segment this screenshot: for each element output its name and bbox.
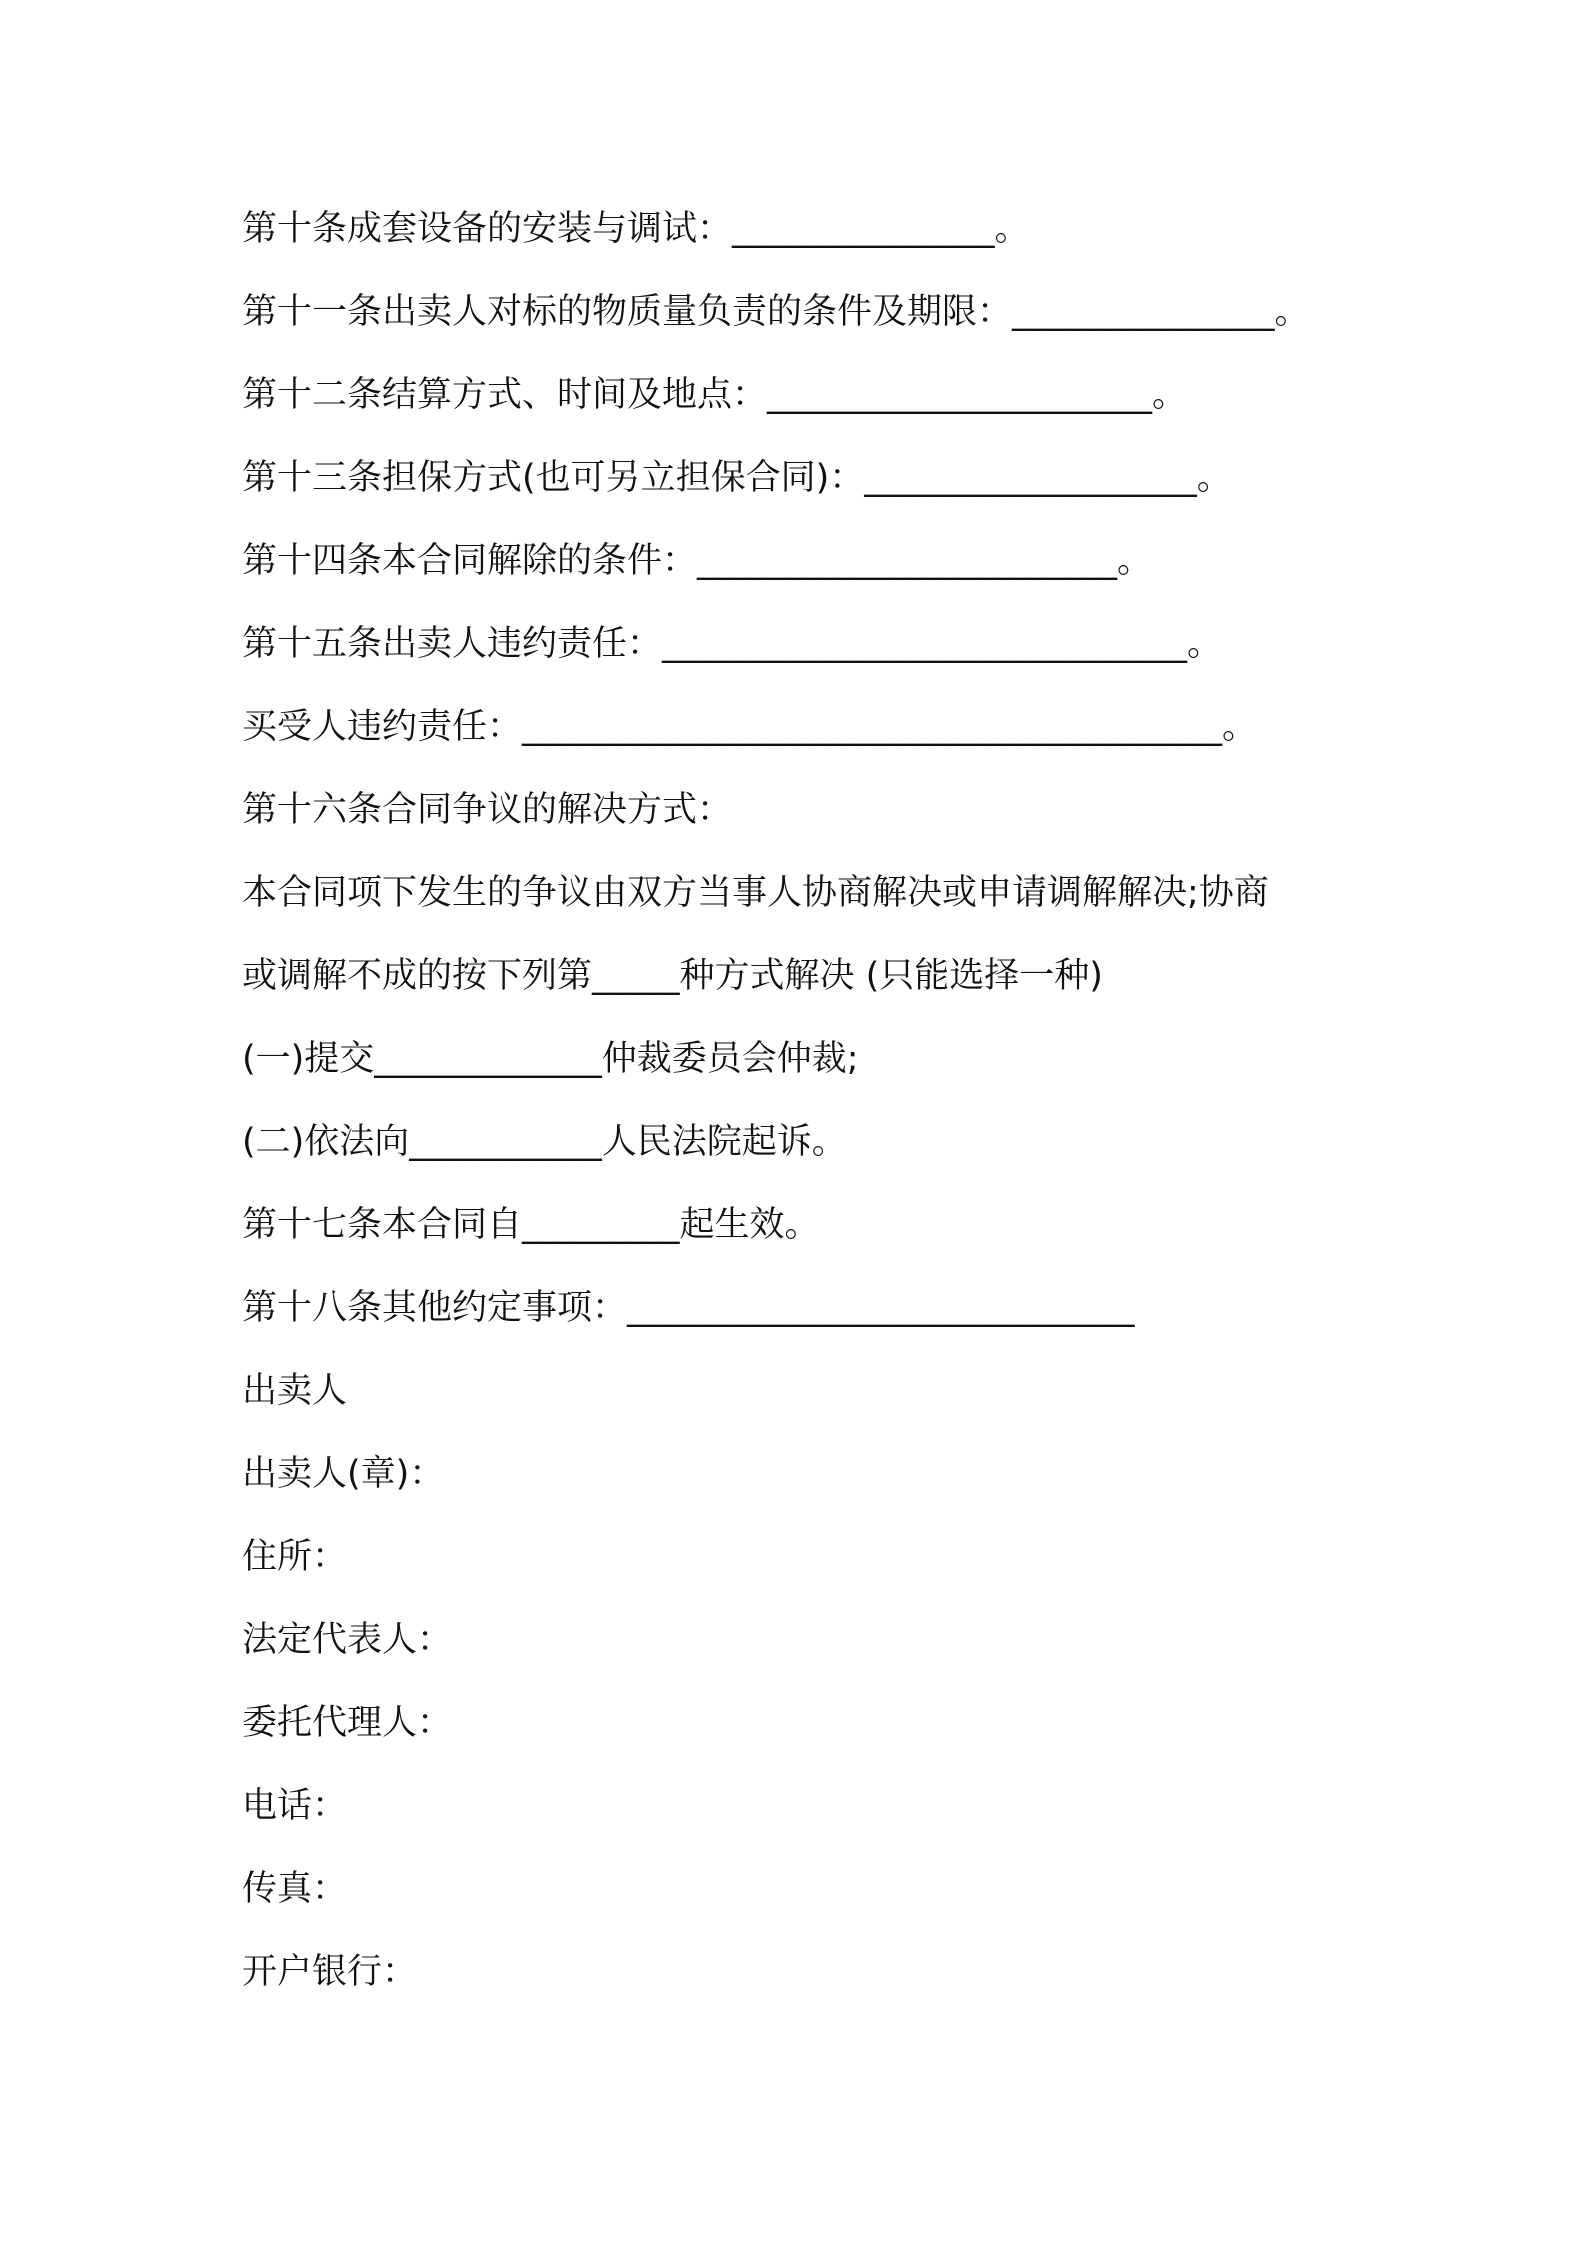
- bank-field: 开户银行：: [242, 1952, 418, 1992]
- seller-seal-field: 出卖人(章)：: [242, 1454, 445, 1494]
- clause-16-dispute-resolution: 第十六条合同争议的解决方式：: [242, 790, 733, 830]
- phone-field: 电话：: [242, 1786, 348, 1826]
- clause-18-other-matters: 第十八条其他约定事项：_____________________________: [242, 1288, 1135, 1328]
- dispute-paragraph-line-2: 或调解不成的按下列第_____种方式解决 (只能选择一种): [242, 956, 1103, 996]
- legal-representative-field: 法定代表人：: [242, 1620, 453, 1660]
- authorized-agent-field: 委托代理人：: [242, 1703, 453, 1743]
- clause-15-seller-liability: 第十五条出卖人违约责任：______________________________。: [242, 624, 1223, 664]
- fax-field: 传真：: [242, 1869, 348, 1909]
- clause-12-settlement: 第十二条结算方式、时间及地点：______________________。: [242, 375, 1188, 415]
- dispute-option-court: (二)依法向___________人民法院起诉。: [242, 1122, 847, 1162]
- address-field: 住所：: [242, 1537, 348, 1577]
- dispute-paragraph-line-1: 本合同项下发生的争议由双方当事人协商解决或申请调解解决;协商: [242, 873, 1269, 913]
- buyer-liability: 买受人违约责任：________________________________________。: [242, 707, 1258, 747]
- seller-heading: 出卖人: [242, 1371, 348, 1411]
- clause-10-installation: 第十条成套设备的安装与调试：_______________。: [242, 209, 1030, 249]
- clause-11-quality-liability: 第十一条出卖人对标的物质量负责的条件及期限：_______________。: [242, 292, 1310, 332]
- clause-13-guarantee: 第十三条担保方式(也可另立担保合同)：___________________。: [242, 458, 1232, 498]
- clause-17-effective-date: 第十七条本合同自_________起生效。: [242, 1205, 820, 1245]
- clause-14-termination: 第十四条本合同解除的条件：________________________。: [242, 541, 1153, 581]
- dispute-option-arbitration: (一)提交_____________仲裁委员会仲裁;: [242, 1039, 859, 1079]
